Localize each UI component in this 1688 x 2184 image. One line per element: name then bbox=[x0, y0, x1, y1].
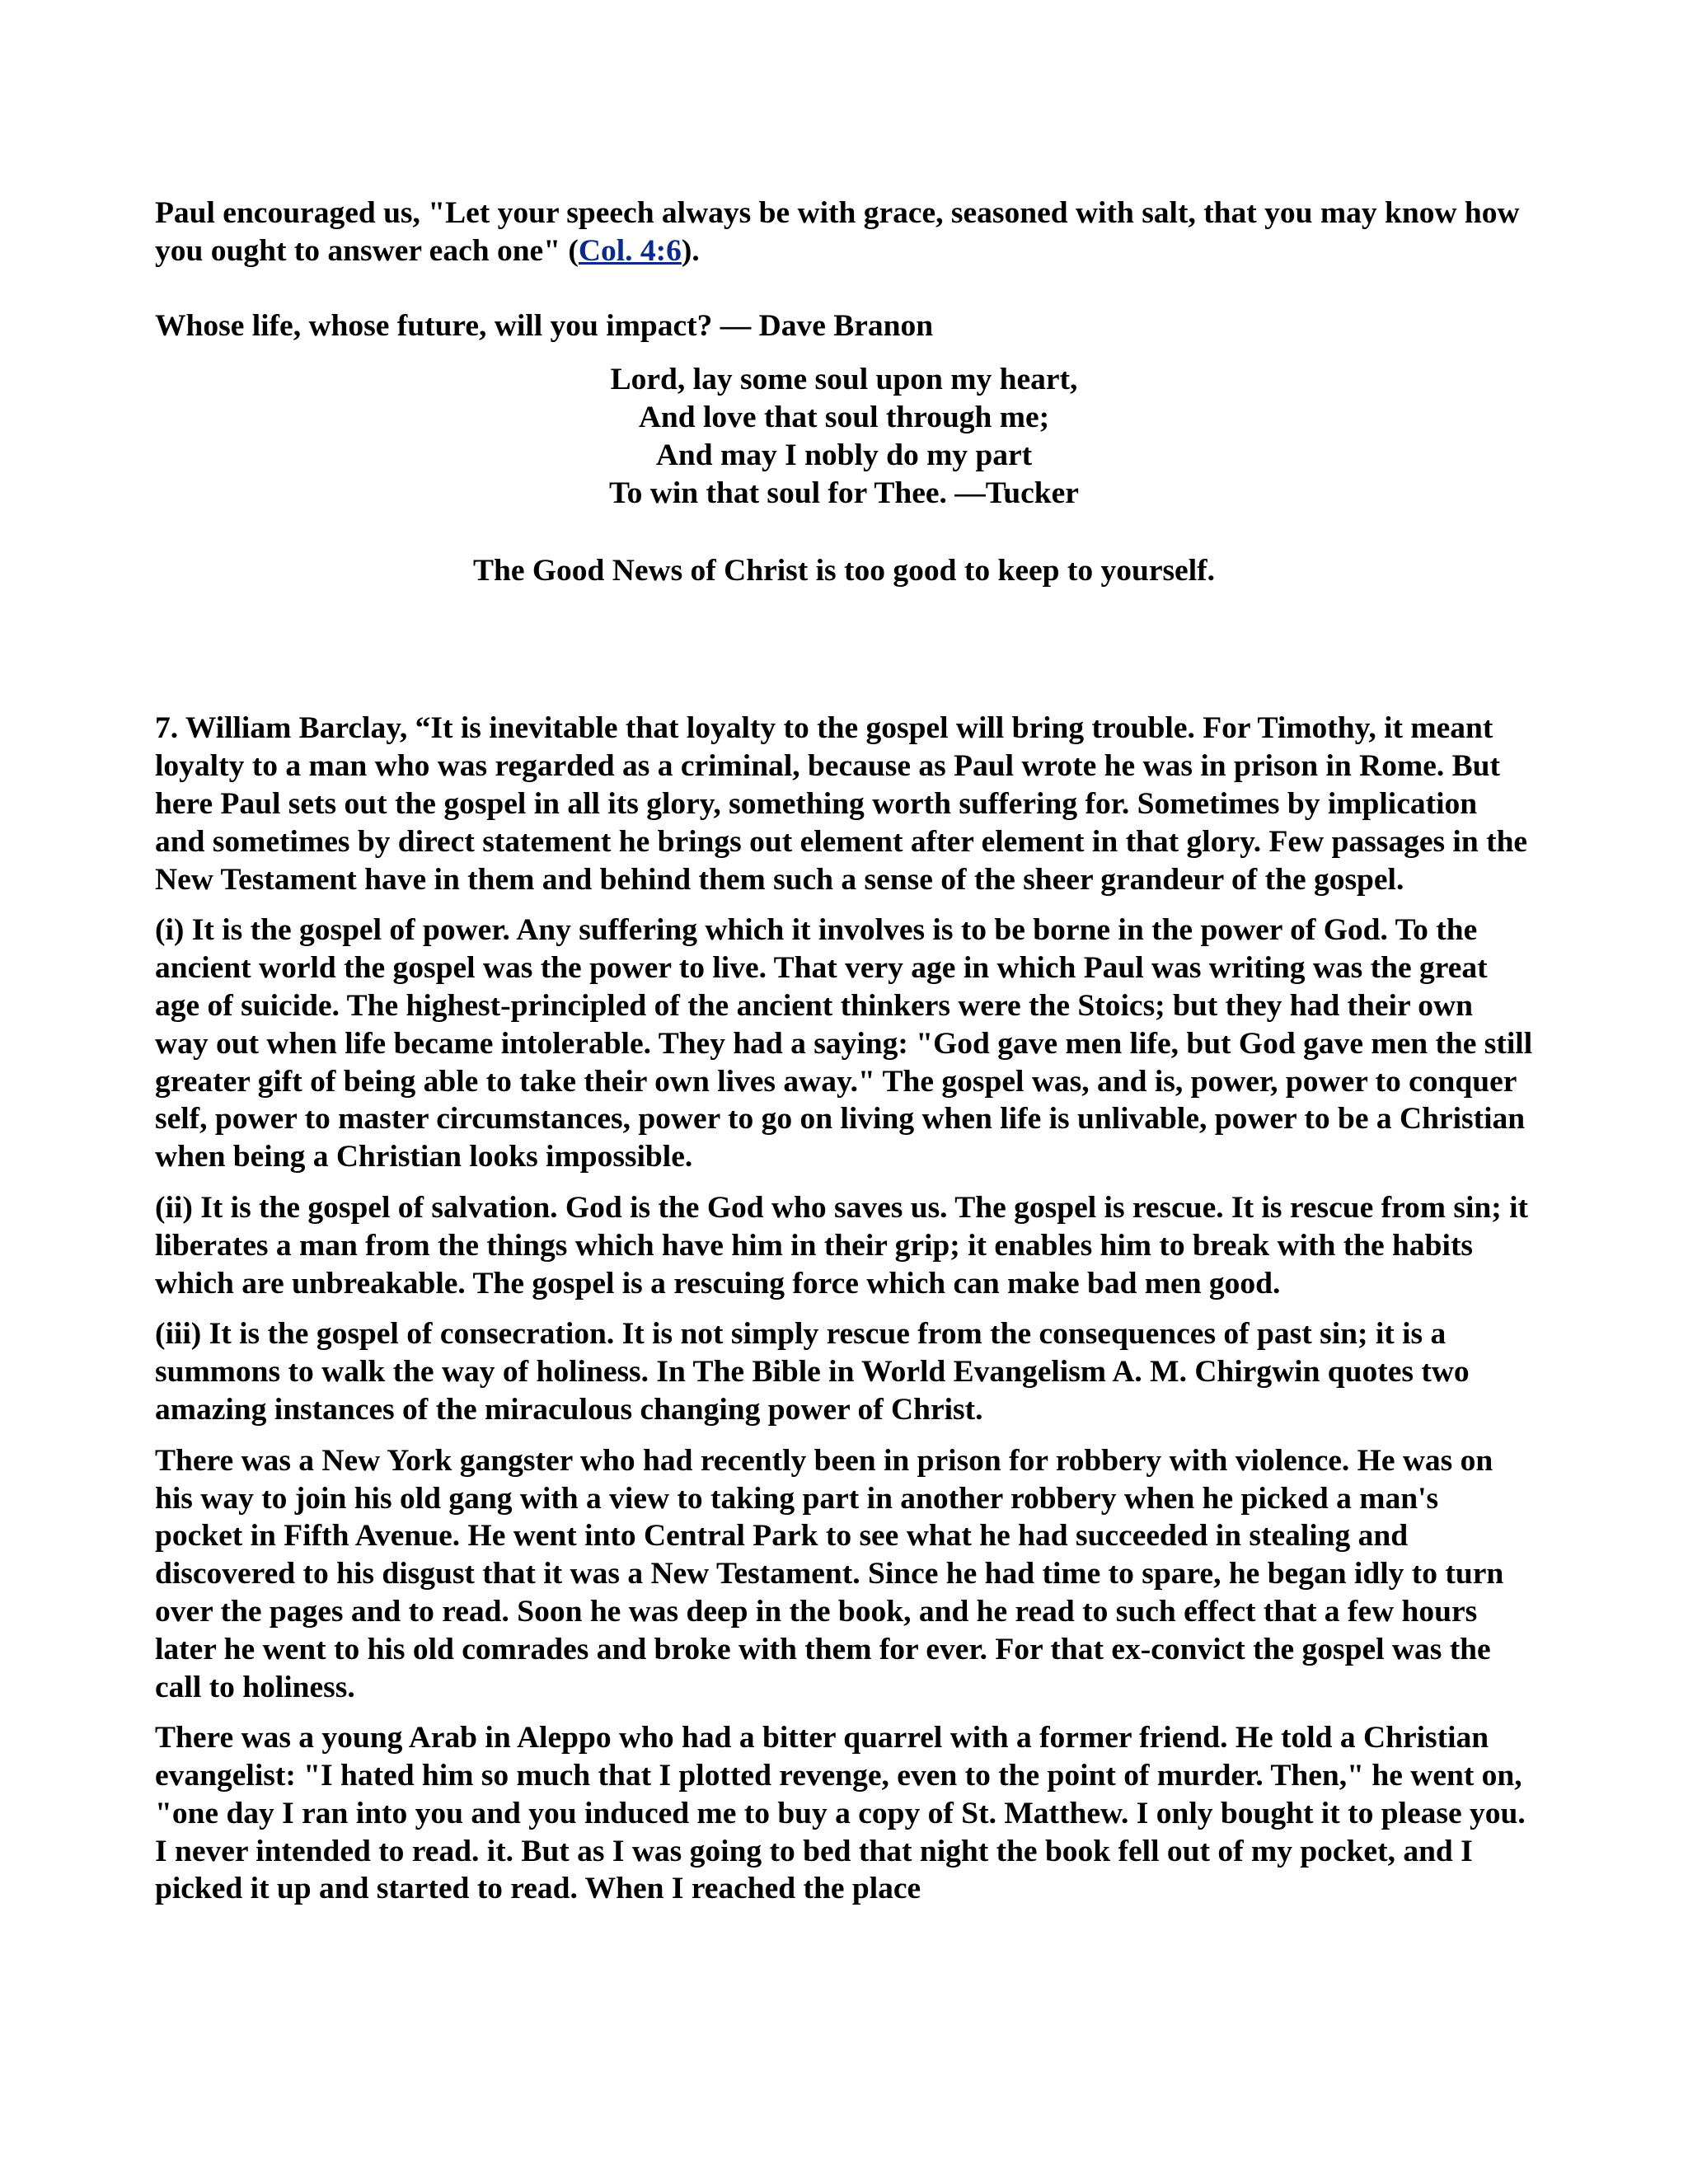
paragraph-new-york-gangster: There was a New York gangster who had recently been in prison for robbery with violence. He was on his way to join his old gang with a view to taking part in another robbery when he picked a man's pocket in Fifth Avenue. He went into Central Park to see what he had succeeded in stealing and discovered to his disgust that it was a New Testament. Since he had time to spare, he began idly to turn over the pages and to read. Soon he was deep in the book, and he read to such effect that a few hours later he went to his old comrades and broke with them for ever. For that ex-convict the gospel was the call to holiness. bbox=[155, 1443, 1504, 1704]
paragraph-young-arab: There was a young Arab in Aleppo who had a bitter quarrel with a former friend. He told a Christian evangelist: "I hated him so much that I plotted revenge, even to the point of murder. Then," he went on, "one day I ran into you and you induced me to buy a copy of St. Matthew. I only bought it to please you. I never intended to read. it. But as I was going to bed that night the book fell out of my pocket, and I picked it up and started to read. When I reached the place bbox=[155, 1721, 1526, 1906]
paragraph-gospel-of-salvation: (ii) It is the gospel of salvation. God is the God who saves us. The gospel is rescue. It is rescue from sin; it liberates a man from the things which have him in their grip; it enables him to break with the habits which are unbreakable. The gospel is a rescuing force which can make bad men good. bbox=[155, 1190, 1529, 1301]
paragraph-barclay-intro: 7. William Barclay, “It is inevitable that loyalty to the gospel will bring trouble. For Timothy, it meant loyalty to a man who was regarded as a criminal, because as Paul wrote he was in prison in Rome. But here Paul sets out the gospel in all its glory, something worth suffering for. Sometimes by implication and sometimes by direct statement he brings out element after element in that glory. Few passages in the New Testament have in them and behind them such a sense of the sheer grandeur of the gospel. bbox=[155, 711, 1528, 897]
poem-line: And love that soul through me; bbox=[638, 401, 1050, 435]
poem-line: And may I nobly do my part bbox=[655, 438, 1033, 472]
paragraph-gospel-of-consecration: (iii) It is the gospel of consecration. It is not simply rescue from the consequences of past sin; it is a summons to walk the way of holiness. In The Bible in World Evangelism A. M. Chirgwin quotes two amazing instances of the miraculous changing power of Christ. bbox=[155, 1317, 1470, 1427]
intro-text-before: Paul encouraged us, "Let your speech always be with grace, seasoned with salt, that you may know how you ought to answer each one" ( bbox=[155, 196, 1520, 268]
scripture-reference-link[interactable]: Col. 4:6 bbox=[578, 233, 682, 268]
poem bbox=[155, 361, 1533, 512]
closing-line: The Good News of Christ is too good to keep to yourself. bbox=[473, 553, 1215, 588]
intro-paragraph bbox=[155, 194, 1533, 270]
poem-line: Lord, lay some soul upon my heart, bbox=[610, 363, 1078, 397]
poem-line: To win that soul for Thee. —Tucker bbox=[609, 476, 1079, 510]
byline: Whose life, whose future, will you impact? — Dave Branon bbox=[155, 308, 934, 343]
paragraph-gospel-of-power: (i) It is the gospel of power. Any suffering which it involves is to be borne in the power of God. To the ancient world the gospel was the power to live. That very age in which Paul was writing was the great age of suicide. The highest-principled of the ancient thinkers were the Stoics; but they had their own way out when life became intolerable. They had a saying: "God gave men life, but God gave men the still greater gift of being able to take their own lives away." The gospel was, and is, power, power to conquer self, power to master circumstances, power to go on living when life is unlivable, power to be a Christian when being a Christian looks impossible. bbox=[155, 913, 1533, 1174]
intro-text-after: ). bbox=[681, 233, 700, 268]
